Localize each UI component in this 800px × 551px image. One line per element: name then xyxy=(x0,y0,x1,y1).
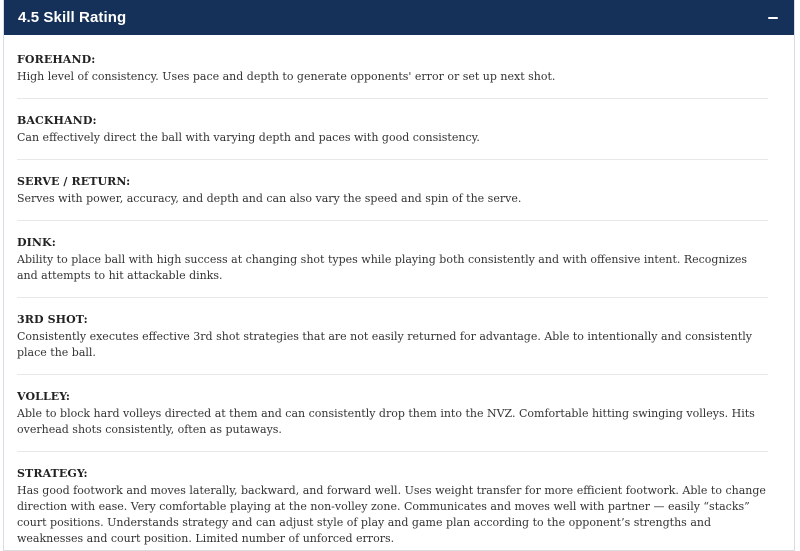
accordion-content xyxy=(4,35,794,551)
skill-description: High level of consistency. Uses pace and depth to generate opponents' error or set up next shot. xyxy=(17,70,556,83)
skill-item-forehand xyxy=(17,35,768,99)
skill-description: Serves with power, accuracy, and depth and can also vary the speed and spin of the serve. xyxy=(17,192,522,205)
skill-description: Consistently executes effective 3rd shot strategies that are not easily returned for advantage. Able to intentionally and consistently place the ball. xyxy=(17,330,752,359)
skill-description: Has good footwork and moves laterally, backward, and forward well. Uses weight transfer for more efficient footwork. Able to change direction with ease. Very comfortable playing at the non-volley zone. Communicates and moves well with partner — easily “stacks” court positions. Understands strategy and can adjust style of play and game plan according to the opponent’s strengths and weaknesses and court position. Limited number of unforced errors. xyxy=(17,484,766,545)
skill-item-volley xyxy=(17,375,768,452)
skill-item-strategy xyxy=(17,452,768,551)
skill-title: VOLLEY: xyxy=(17,390,71,403)
minus-icon[interactable] xyxy=(766,11,780,25)
skill-item-dink xyxy=(17,221,768,298)
skill-title: FOREHAND: xyxy=(17,53,96,66)
skill-rating-panel xyxy=(3,0,795,551)
skill-description: Able to block hard volleys directed at them and can consistently drop them into the NVZ. Comfortable hitting swinging volleys. Hits overhead shots consistently, often as putaways. xyxy=(17,407,755,436)
skill-title: DINK: xyxy=(17,236,56,249)
skill-item-serve-return xyxy=(17,160,768,221)
skill-title: SERVE / RETURN: xyxy=(17,175,131,188)
skill-description: Ability to place ball with high success at changing shot types while playing both consistently and with offensive intent. Recognizes and attempts to hit attackable dinks. xyxy=(17,253,748,282)
skill-title: BACKHAND: xyxy=(17,114,97,127)
skill-item-backhand xyxy=(17,99,768,160)
panel-title: 4.5 Skill Rating xyxy=(18,9,127,26)
skill-description: Can effectively direct the ball with varying depth and paces with good consistency. xyxy=(17,131,480,144)
skill-item-3rd-shot xyxy=(17,298,768,375)
accordion-header[interactable] xyxy=(4,0,794,35)
skill-title: 3RD SHOT: xyxy=(17,313,88,326)
skill-title: STRATEGY: xyxy=(17,467,88,480)
